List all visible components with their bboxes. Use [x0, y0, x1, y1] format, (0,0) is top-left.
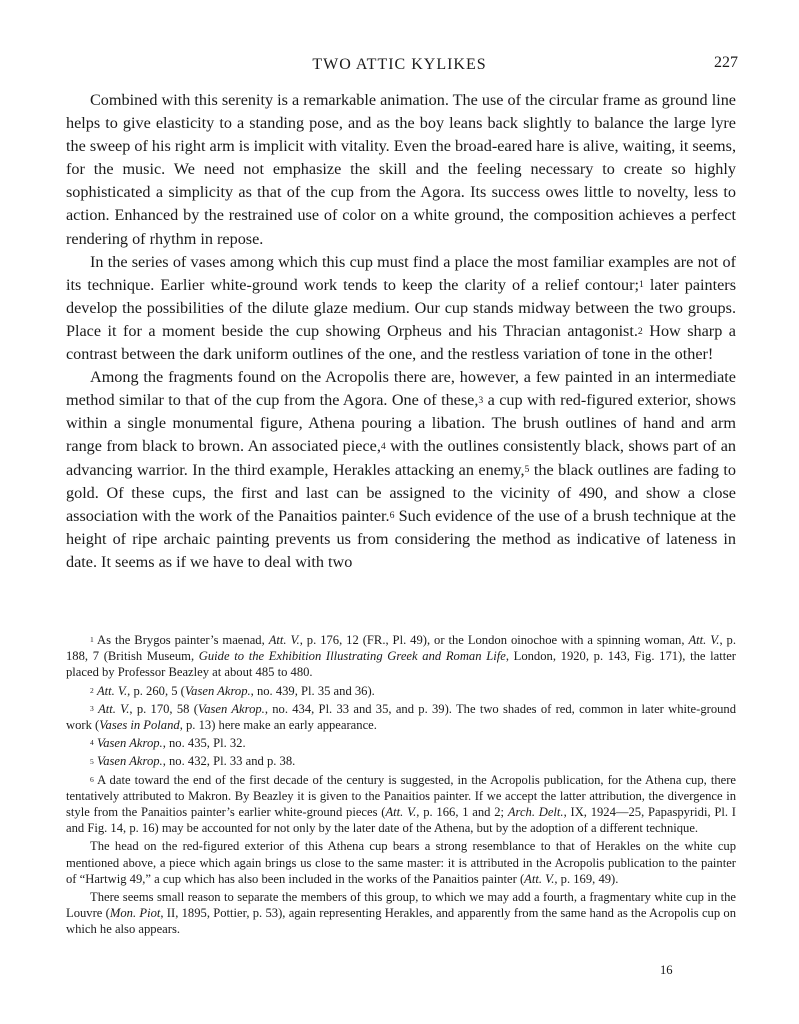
page-number: 227 [714, 54, 738, 71]
footnote-ref-2[interactable]: 2 [637, 325, 643, 337]
paragraph-1: Combined with this serenity is a remarkable animation. The use of the circular frame as ground line helps to give elasticity to a standing pose, and as the boy leans back slightly to balance the large lyre the sweep of his right arm is implicit with vitality. Even the broad-eared hare is alive, waiting, it seems, for the music. We need not emphasize the skill and the feeling necessary to create so highly sophisticated a simplicity as that of the cup from the Agora. Its success owes little to novelty, less to action. Enhanced by the restrained use of color on a white ground, the composition achieves a perfect rendering of rhythm in repose. [66, 91, 736, 248]
footnote-ref-5[interactable]: 5 [524, 464, 530, 476]
footnote-6-continued-2: There seems small reason to separate the members of this group, to which we may add a fourth, a fragmentary white cup in the Louvre (Mon. Piot, II, 1895, Pottier, p. 53), again representing Herakles, and apparently from the same hand as the Acropolis cup on which he also appears. [66, 890, 737, 937]
footnote-4: $^4$ Vasen Akrop., no. 435, Pl. 32. [90, 736, 246, 751]
footnote-1: $^1$ As the Brygos painter’s maenad, Att. V., p. 176, 12 (FR., Pl. 49), or the London oinochoe with a spinning woman, Att. V., p. 188, 7 (British Museum, Guide to the Exhibition Illustrating Greek and Roman Life, London, 1920, p. 143, Fig. 171), the latter placed by Professor Beazley at about 485 to 480. [66, 633, 737, 680]
footnote-6: $^6$ A date toward the end of the first decade of the century is suggested, in the Acropolis publication, for the Athena cup, there tentatively attributed to Makron. By Beazley it is given to the Panaitios painter. If we accept the latter attribution, the divergence in style from the Panaitios painter’s earlier white-ground pieces (Att. V., p. 166, 1 and 2; Arch. Delt., IX, 1924—25, Papaspyridi, Pl. I and Fig. 14, p. 16) may be accounted for not only by the later date of the Athena, but by the adoption of a different technique. [66, 772, 736, 836]
footnote-2: $^2$ Att. V., p. 260, 5 (Vasen Akrop., no. 439, Pl. 35 and 36). [90, 683, 375, 698]
body-text [66, 89, 736, 574]
footnote-6-continued-1: The head on the red-figured exterior of this Athena cup bears a strong resemblance to that of Herakles on the white cup mentioned above, a piece which again brings us close to the same master: it is attributed in the Acropolis publication to the painter of “Hartwig 49,” a cup which has also been included in the works of the Panaitios painter (Att. V., p. 169, 49). [66, 839, 736, 886]
signature-mark: 16 [660, 963, 673, 977]
footnote-5: $^5$ Vasen Akrop., no. 432, Pl. 33 and p. 38. [90, 754, 296, 769]
footnote-3: $^3$ Att. V., p. 170, 58 (Vasen Akrop., no. 434, Pl. 33 and 35, and p. 39). The two shades of red, common in later white-ground work (Vases in Poland, p. 13) here make an early appearance. [66, 701, 737, 733]
paragraph-2: In the series of vases among which this cup must find a place the most familiar examples are not of its technique. Earlier white-ground work tends to keep the clarity of a relief contour;$^1$ later painters develop the possibilities of the dilute glaze medium. Our cup stands midway between the two groups. Place it for a moment beside the cup showing Orpheus and his Thracian antagonist.$^2$ How sharp a contrast between the dark uniform outlines of the one, and the restless variation of tone in the other! [66, 252, 736, 364]
footnote-ref-4[interactable]: 4 [380, 440, 386, 452]
footnote-ref-6[interactable]: 6 [389, 510, 395, 522]
running-title: TWO ATTIC KYLIKES [312, 56, 487, 73]
footnotes [66, 632, 736, 940]
paragraph-3: Among the fragments found on the Acropolis there are, however, a few painted in an intermediate method similar to that of the cup from the Agora. One of these,$^3$ a cup with red-figured exterior, shows within a single monumental figure, Athena pouring a libation. The brush outlines of hand and arm range from black to brown. An associated piece,$^4$ with the outlines consistently black, shows part of an advancing warrior. In the third example, Herakles attacking an enemy,$^5$ the black outlines are fading to gold. Of these cups, the first and last can be assigned to the vicinity of 490, and show a close association with the work of the Panaitios painter.$^6$ Such evidence of the use of a brush technique at the height of ripe archaic painting prevents us from considering the method as indicative of lateness in date. It seems as if we have to deal with two [66, 368, 737, 571]
footnote-ref-1[interactable]: 1 [638, 279, 644, 291]
footnote-ref-3[interactable]: 3 [478, 394, 484, 406]
